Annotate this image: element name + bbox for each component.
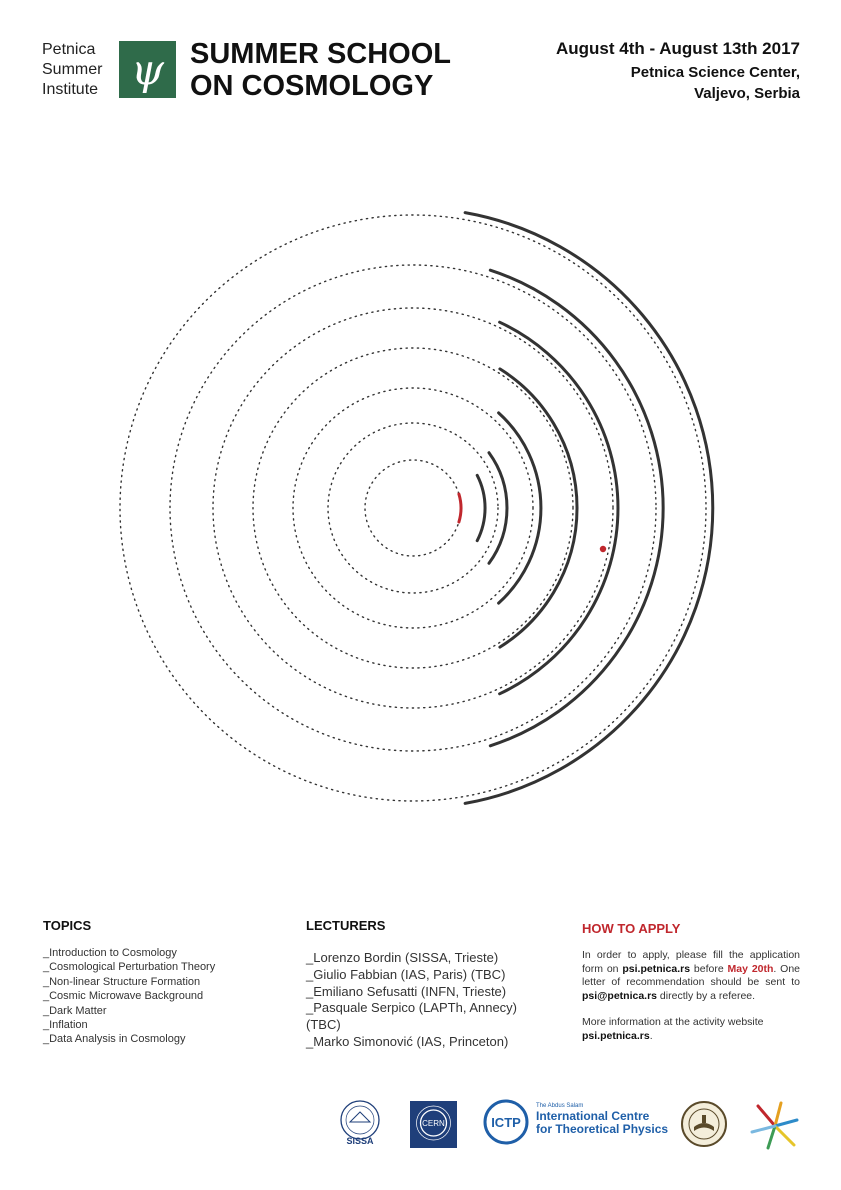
ictp-logo [482,1098,672,1146]
apply-heading: HOW TO APPLY [582,921,681,936]
deadline: May 20th [727,962,774,975]
email-link[interactable]: psi@petnica.rs [582,989,658,1002]
wave-arc [477,475,485,540]
lecturer-item: _Marko Simonović (IAS, Princeton) [306,1033,509,1049]
institute-line: Summer [42,61,103,78]
dotted-ring [328,423,498,593]
cern-label: CERN [422,1119,445,1128]
concentric-waves-graphic [0,180,841,840]
topic-item: _Introduction to Cosmology [43,947,177,959]
wave-arc [500,369,577,647]
dotted-ring [365,460,461,556]
info-text-end: . [649,1029,653,1042]
dotted-ring [213,308,613,708]
lecturer-item: _Pasquale Serpico (LAPTh, Annecy) (TBC) [306,1000,518,1033]
sissa-logo [330,1100,390,1146]
apply-paragraph [582,949,800,1003]
solid-arcs [459,213,713,804]
info-text: More information at the activity website [582,1016,764,1029]
venue-line: Petnica Science Center, [630,64,800,81]
topic-item: _Data Analysis in Cosmology [43,1033,186,1046]
title-line: ON COSMOLOGY [190,70,434,102]
psi-logo [119,41,176,98]
wave-arc [499,413,541,603]
event-dates: August 4th - August 13th 2017 [555,39,800,58]
school-title [190,38,451,102]
title-line: SUMMER SCHOOL [190,38,451,70]
apply-text-part: In order to apply, please fill the application form on [582,949,800,975]
website-link[interactable]: psi.petnica.rs [582,1029,650,1042]
venue-line: Valjevo, Serbia [694,85,800,102]
lecturer-item: _Emiliano Sefusatti (INFN, Trieste) [306,983,507,999]
event-venue [556,62,800,104]
topics-heading: TOPICS [43,918,92,933]
lecturer-item: _Giulio Fabbian (IAS, Paris) (TBC) [306,966,506,982]
apply-text [582,949,800,1044]
info-paragraph [582,1016,800,1043]
institute-name [42,40,102,100]
topics-list [43,946,215,1047]
lecturers-heading: LECTURERS [306,918,386,933]
dotted-ring [253,348,573,668]
asterisk-logo [748,1100,802,1152]
red-dot [600,546,606,552]
lecturers-list [306,950,546,1051]
topic-item: _Cosmological Perturbation Theory [43,961,216,974]
ictp-name-line: for Theoretical Physics [536,1122,669,1136]
event-info [556,38,800,104]
application-link[interactable]: psi.petnica.rs [622,962,691,975]
institute-line: Petnica [42,41,96,58]
psi-glyph: ψ [131,45,164,94]
dotted-ring [170,265,656,751]
topic-item: _Dark Matter [43,1004,107,1017]
topic-item: _Cosmic Microwave Background [43,990,204,1003]
ictp-small-text: The Abdus Salam [536,1103,584,1109]
petnica-seal-logo [679,1099,729,1149]
ictp-name-line: International Centre [536,1109,650,1123]
dotted-ring [293,388,533,628]
lecturer-item: _Lorenzo Bordin (SISSA, Trieste) [306,950,499,965]
wave-arc [465,213,713,804]
apply-text-part: . One letter of recommendation should be sent to [582,962,801,989]
red-wave-arc [459,494,461,522]
sissa-label: SISSA [346,1136,374,1146]
topic-item: _Inflation [43,1019,88,1032]
topic-item: _Non-linear Structure Formation [43,975,201,988]
institute-line: Institute [42,81,99,98]
apply-text-part: directly by a referee. [657,989,756,1002]
wave-arc [500,322,618,694]
ictp-abbr: ICTP [491,1115,521,1130]
apply-text-part: before [690,962,728,975]
cern-logo [410,1101,457,1148]
